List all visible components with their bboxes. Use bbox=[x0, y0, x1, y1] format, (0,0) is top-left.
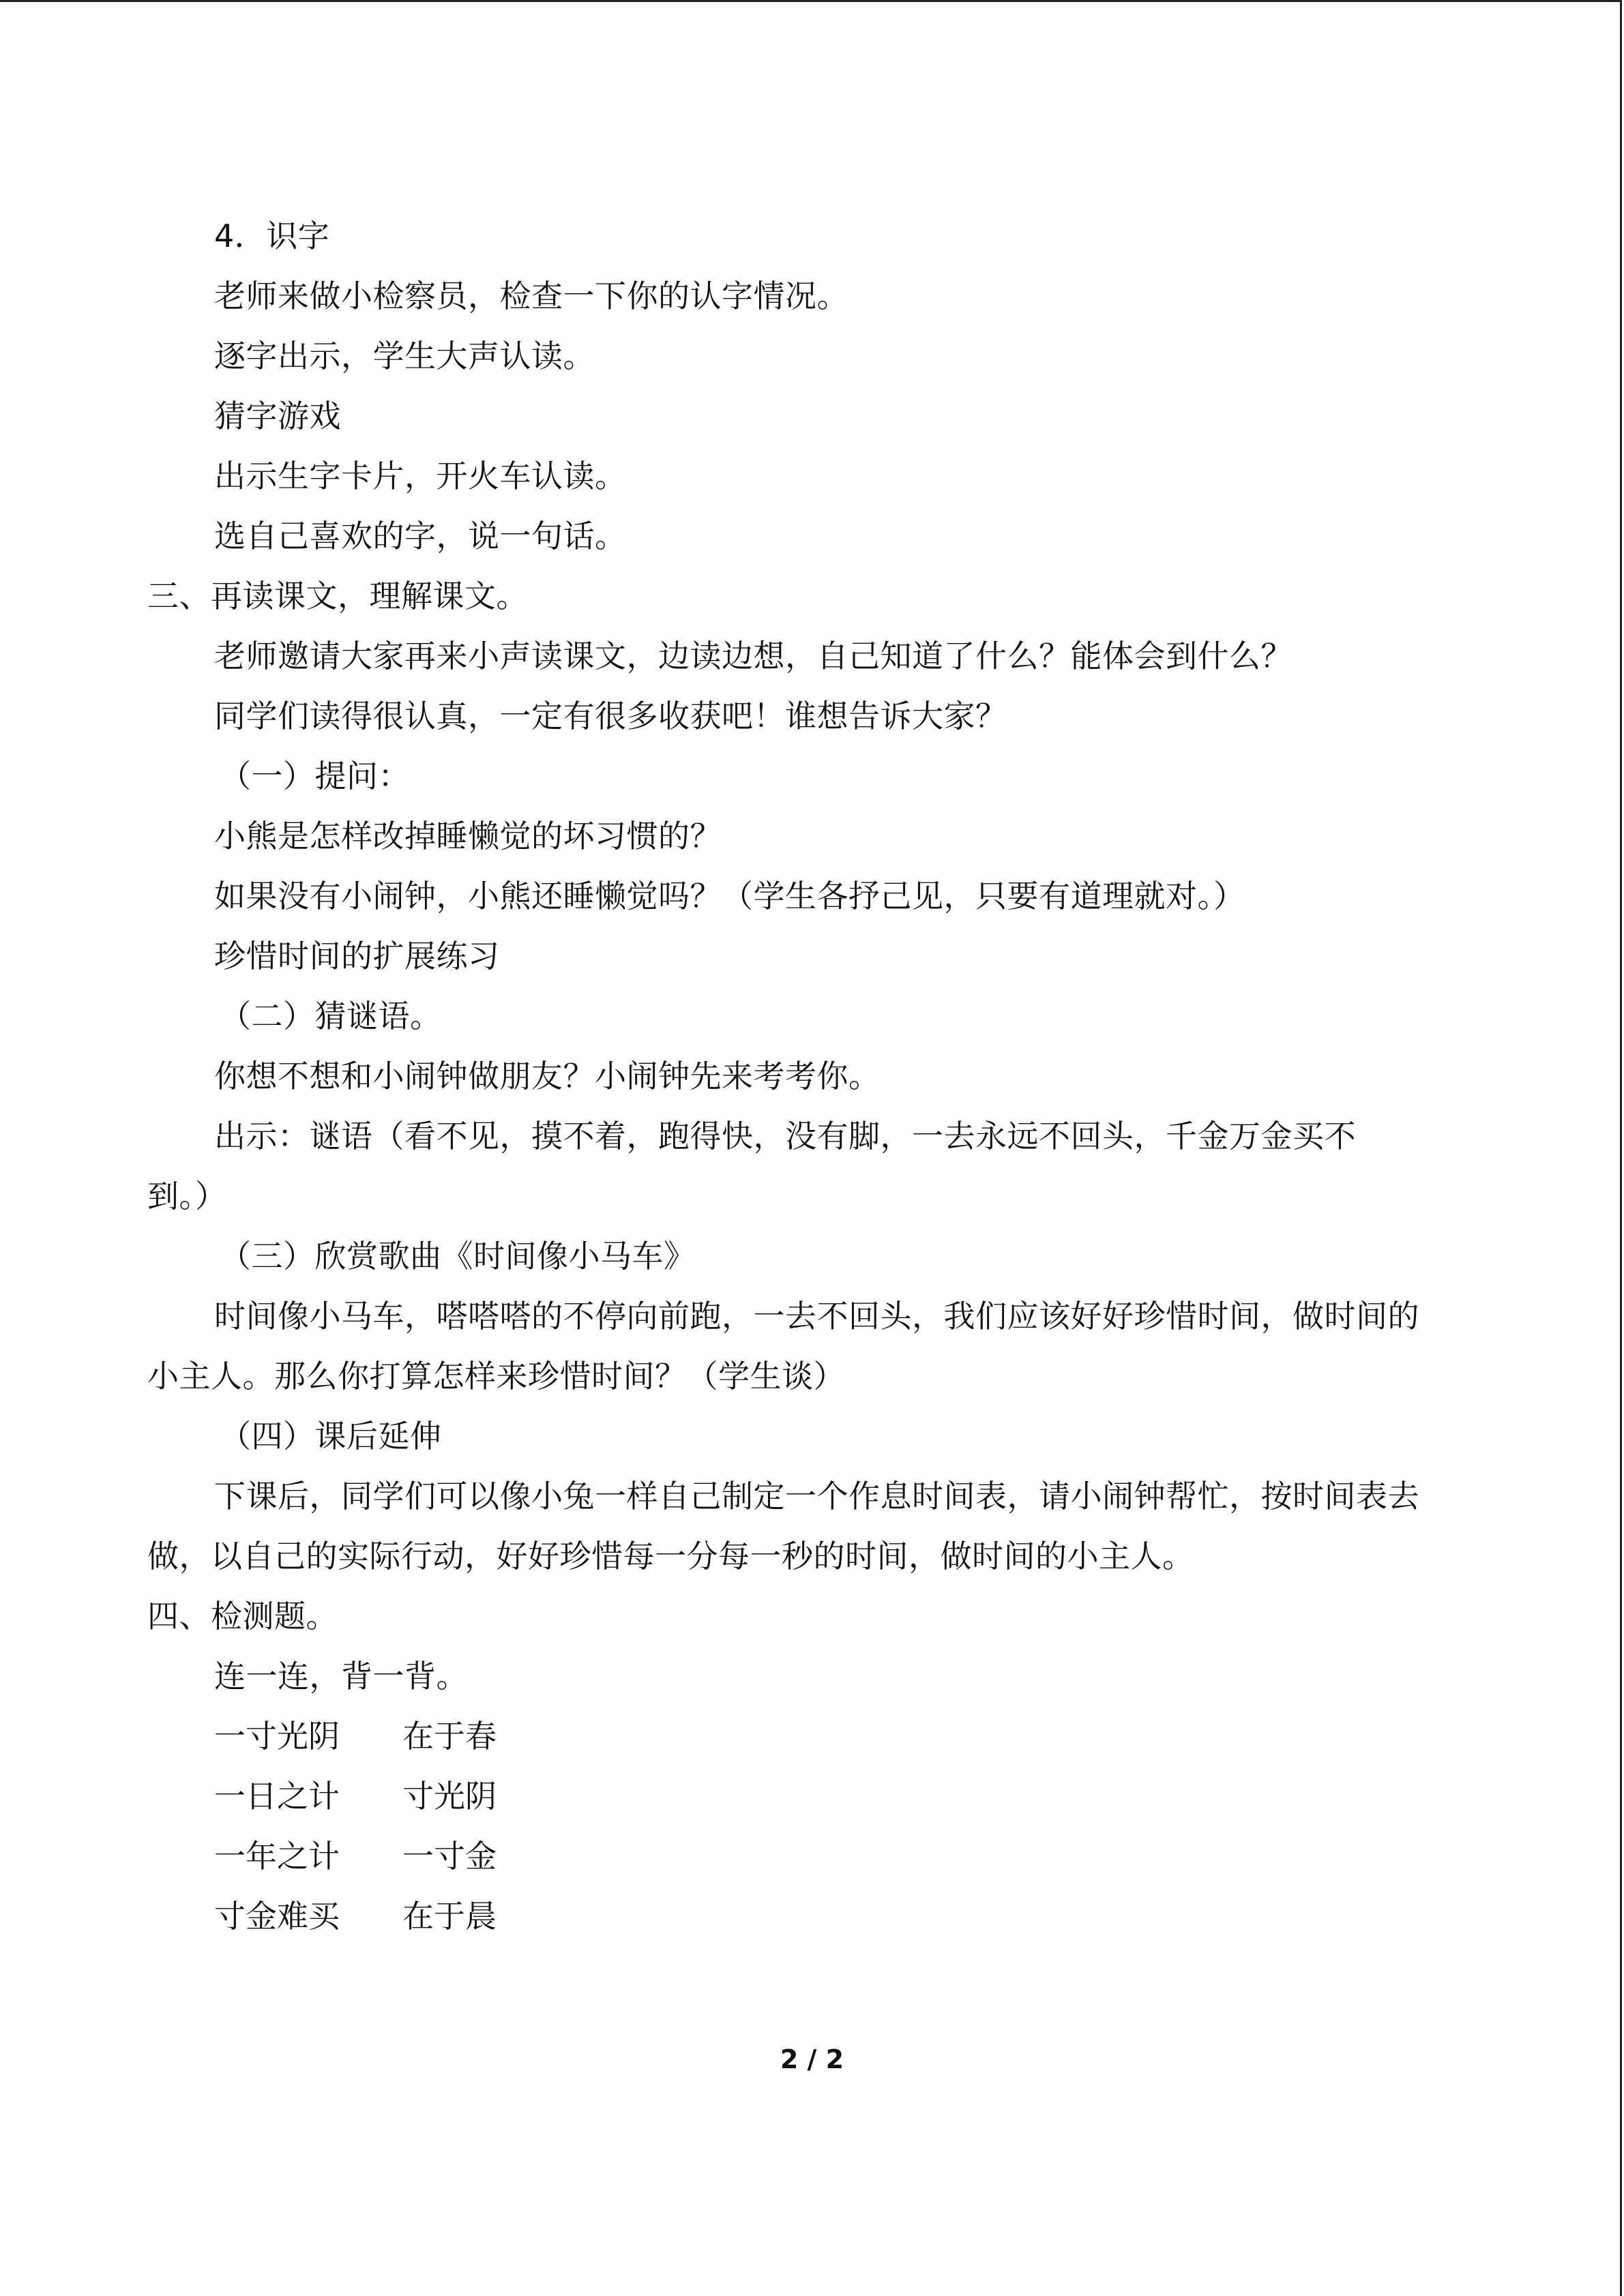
paragraph: 如果没有小闹钟，小熊还睡懒觉吗？（学生各抒己见，只要有道理就对。） bbox=[214, 878, 1245, 914]
paragraph-continuation: 做，以自己的实际行动，好好珍惜每一分每一秒的时间，做时间的小主人。 bbox=[147, 1538, 1194, 1575]
matching-left: 一年之计 bbox=[214, 1838, 340, 1875]
matching-left: 寸金难买 bbox=[214, 1898, 340, 1935]
matching-row bbox=[214, 1837, 497, 1875]
section-heading-literacy: 4．识字 bbox=[214, 218, 330, 254]
paragraph: 珍惜时间的扩展练习 bbox=[214, 938, 500, 974]
paragraph: 同学们读得很认真，一定有很多收获吧！谁想告诉大家？ bbox=[214, 698, 1007, 734]
paragraph-continuation: 到。） bbox=[147, 1178, 227, 1214]
matching-right: 寸光阴 bbox=[402, 1778, 497, 1815]
paragraph: 出示生字卡片，开火车认读。 bbox=[214, 458, 627, 494]
paragraph: 老师邀请大家再来小声读课文，边读边想，自己知道了什么？能体会到什么？ bbox=[214, 638, 1293, 674]
paragraph: 选自己喜欢的字，说一句话。 bbox=[214, 518, 627, 554]
paragraph: 老师来做小检察员，检查一下你的认字情况。 bbox=[214, 278, 848, 314]
section-heading-reread: 三、再读课文，理解课文。 bbox=[147, 578, 528, 614]
paragraph: 小熊是怎样改掉睡懒觉的坏习惯的？ bbox=[214, 818, 722, 854]
section-heading-test: 四、检测题。 bbox=[147, 1598, 338, 1635]
paragraph: 连一连，背一背。 bbox=[214, 1658, 468, 1695]
subheading-riddle: （二）猜谜语。 bbox=[220, 998, 442, 1034]
subheading-extension: （四）课后延伸 bbox=[220, 1418, 442, 1455]
matching-right: 一寸金 bbox=[402, 1838, 497, 1875]
matching-row bbox=[214, 1777, 497, 1815]
matching-row bbox=[214, 1717, 497, 1755]
matching-left: 一寸光阴 bbox=[214, 1718, 340, 1755]
matching-left: 一日之计 bbox=[214, 1778, 340, 1815]
matching-right: 在于春 bbox=[402, 1718, 497, 1755]
subheading-song: （三）欣赏歌曲《时间像小马车》 bbox=[220, 1238, 696, 1274]
subheading-questions: （一）提问： bbox=[220, 758, 410, 794]
paragraph-continuation: 小主人。那么你打算怎样来珍惜时间？（学生谈） bbox=[147, 1358, 845, 1395]
paragraph: 猜字游戏 bbox=[214, 398, 341, 434]
paragraph: 出示：谜语（看不见，摸不着，跑得快，没有脚，一去永远不回头，千金万金买不 bbox=[214, 1118, 1356, 1154]
paragraph: 下课后，同学们可以像小兔一样自己制定一个作息时间表，请小闹钟帮忙，按时间表去 bbox=[214, 1478, 1419, 1515]
matching-right: 在于晨 bbox=[402, 1898, 497, 1935]
page-number: 2 / 2 bbox=[780, 2044, 844, 2074]
paragraph: 逐字出示，学生大声认读。 bbox=[214, 338, 595, 374]
matching-row bbox=[214, 1897, 497, 1935]
paragraph: 时间像小马车，嗒嗒嗒的不停向前跑，一去不回头，我们应该好好珍惜时间，做时间的 bbox=[214, 1298, 1419, 1335]
paragraph: 你想不想和小闹钟做朋友？小闹钟先来考考你。 bbox=[214, 1058, 881, 1094]
